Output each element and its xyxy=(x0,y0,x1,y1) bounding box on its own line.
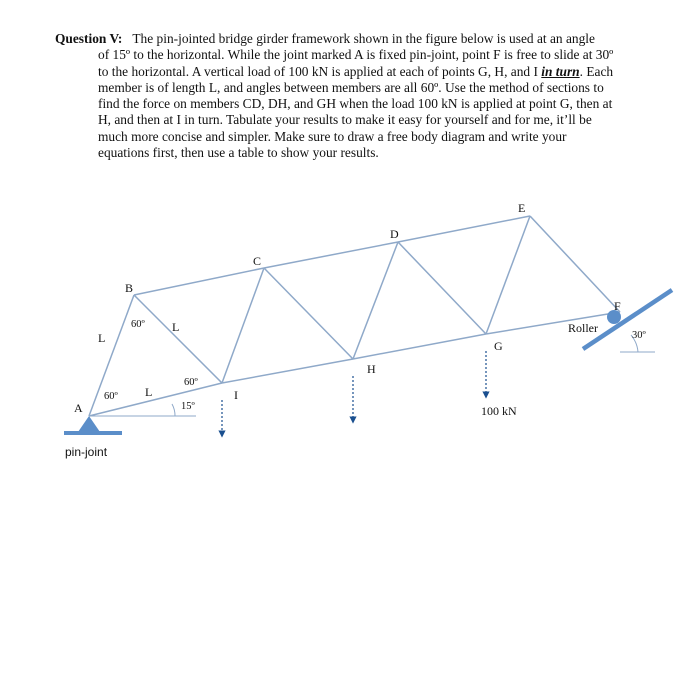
question-line-5: find the force on members CD, DH, and GH when the load 100 kN is applied at point G, then at xyxy=(98,96,613,112)
member-BI xyxy=(134,295,222,383)
question-line-4: member is of length L, and angles between members are all 60º. Use the method of sections to xyxy=(98,79,604,95)
load-label: 100 kN xyxy=(481,404,517,418)
angle-label-B: 60º xyxy=(131,319,145,330)
joint-label-I: I xyxy=(234,388,238,402)
roller-incline xyxy=(583,290,672,349)
member-DE xyxy=(398,216,530,242)
member-CI xyxy=(222,268,264,383)
joint-label-B: B xyxy=(125,281,134,295)
member-IH xyxy=(222,359,353,383)
question-line-7: much more concise and simpler. Make sure to draw a free body diagram and write your xyxy=(98,128,567,144)
pin-support xyxy=(64,416,122,433)
length-label-BI: L xyxy=(172,320,180,334)
truss-members xyxy=(89,216,620,416)
angle-label-15: 15º xyxy=(181,401,195,412)
roller-label: Roller xyxy=(568,321,598,335)
member-EF xyxy=(530,216,620,312)
angle-label-A: 60º xyxy=(104,391,118,402)
length-label-AB: L xyxy=(98,331,106,345)
member-BC xyxy=(134,268,264,295)
angle-arc-15 xyxy=(172,404,175,416)
member-DG xyxy=(398,242,486,334)
joint-label-C: C xyxy=(253,254,262,268)
member-GF xyxy=(486,312,620,334)
member-DH xyxy=(353,242,398,359)
joint-label-D: D xyxy=(390,227,399,241)
question-line-1: Question V: The pin-jointed bridge girder framework shown in the figure below is used at an angle xyxy=(55,31,595,46)
angle-label-I: 60º xyxy=(184,377,198,388)
member-CD xyxy=(264,242,398,268)
joint-label-F: F xyxy=(614,299,621,313)
angle-label-30: 30º xyxy=(632,330,646,341)
joint-label-G: G xyxy=(494,339,503,353)
question-line-3: to the horizontal. A vertical load of 100 kN is applied at each of points G, H, and I in turn. Each xyxy=(98,63,614,79)
member-EG xyxy=(486,216,530,334)
length-label-AI: L xyxy=(145,385,153,399)
question-line-8: equations first, then use a table to show your results. xyxy=(98,145,379,161)
question-line-2: of 15º to the horizontal. While the joint marked A is fixed pin-joint, point F is free to slide at 30º xyxy=(98,47,614,63)
load-arrows xyxy=(222,351,486,434)
joint-label-E: E xyxy=(518,201,526,215)
pin-joint-label: pin-joint xyxy=(65,445,108,459)
joint-label-A: A xyxy=(74,401,83,415)
member-CH xyxy=(264,268,353,359)
pin-triangle xyxy=(78,416,100,432)
member-GH xyxy=(353,334,486,359)
joint-label-H: H xyxy=(367,362,376,376)
question-label: Question V: xyxy=(55,31,123,46)
question-line-6: H, and then at I in turn. Tabulate your results to make it easy for yourself and for me, it’ll be xyxy=(98,112,592,128)
roller-support xyxy=(583,290,672,349)
emphasis-in-turn: in turn xyxy=(541,63,580,79)
